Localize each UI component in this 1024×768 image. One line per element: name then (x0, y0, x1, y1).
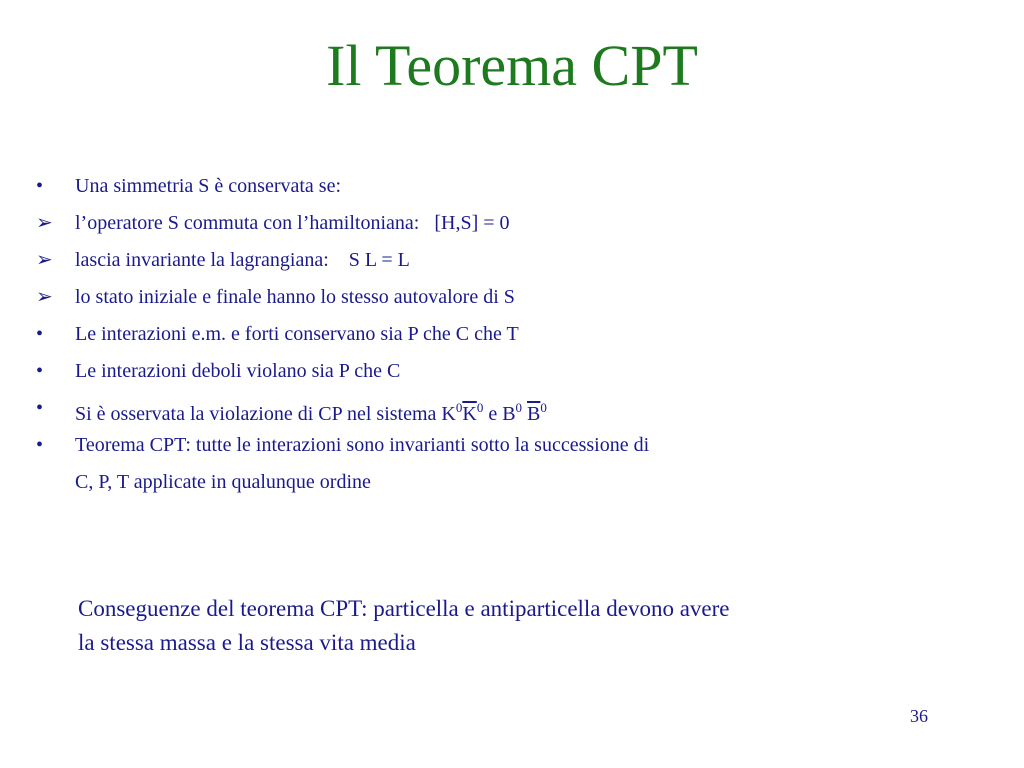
bullet-text: Teorema CPT: tutte le interazioni sono invarianti sotto la successione di (75, 434, 650, 456)
bullet-item (0, 279, 1024, 315)
bullet-marker: • (36, 323, 44, 345)
antiparticle-symbol: $\overline{K}$ (462, 403, 477, 425)
superscript: 0 (515, 400, 523, 415)
bullet-continuation (0, 464, 1024, 500)
bullet-item (0, 353, 1024, 389)
bullet-item (0, 205, 1024, 241)
arrow-bullet-icon: ➢ (36, 212, 53, 234)
page-number: 36 (910, 706, 928, 726)
bullet-item (0, 242, 1024, 278)
arrow-bullet-icon: ➢ (36, 286, 53, 308)
bullet-text: Le interazioni e.m. e forti conservano sia P che C che T (75, 323, 519, 345)
slide-title: Il Teorema CPT (326, 33, 698, 98)
bullet-marker: • (36, 397, 44, 419)
bullet-text: lascia invariante la lagrangiana: S L = L (75, 249, 410, 271)
consequence-note (78, 592, 938, 660)
arrow-bullet-icon: ➢ (36, 249, 53, 271)
bullet-text: C, P, T applicate in qualunque ordine (75, 471, 371, 493)
bullet-marker: • (36, 360, 44, 382)
superscript: 0 (455, 400, 463, 415)
bullet-item (0, 168, 1024, 204)
bullet-text: e B (483, 403, 516, 425)
antiparticle-symbol: $\overline{B}$ (527, 403, 541, 425)
bullet-marker: • (36, 175, 44, 197)
bullet-text: l’operatore S commuta con l’hamiltoniana: [H,S] = 0 (75, 212, 510, 234)
bullet-text: Si è osservata la violazione di CP nel sistema K (75, 403, 456, 425)
bullet-text-cp-violation (75, 390, 547, 432)
bullet-item (0, 427, 1024, 463)
bullet-item (0, 390, 1024, 426)
bullet-text: Le interazioni deboli violano sia P che C (75, 360, 401, 382)
bullet-text: Una simmetria S è conservata se: (75, 175, 342, 197)
bullet-text: lo stato iniziale e finale hanno lo stesso autovalore di S (75, 286, 515, 308)
bullet-item (0, 316, 1024, 352)
consequence-line: la stessa massa e la stessa vita media (78, 630, 416, 655)
superscript: 0 (540, 400, 547, 415)
bullet-marker: • (36, 434, 44, 456)
consequence-line: Conseguenze del teorema CPT: particella e antiparticella devono avere (78, 596, 730, 621)
superscript: 0 (476, 400, 484, 415)
